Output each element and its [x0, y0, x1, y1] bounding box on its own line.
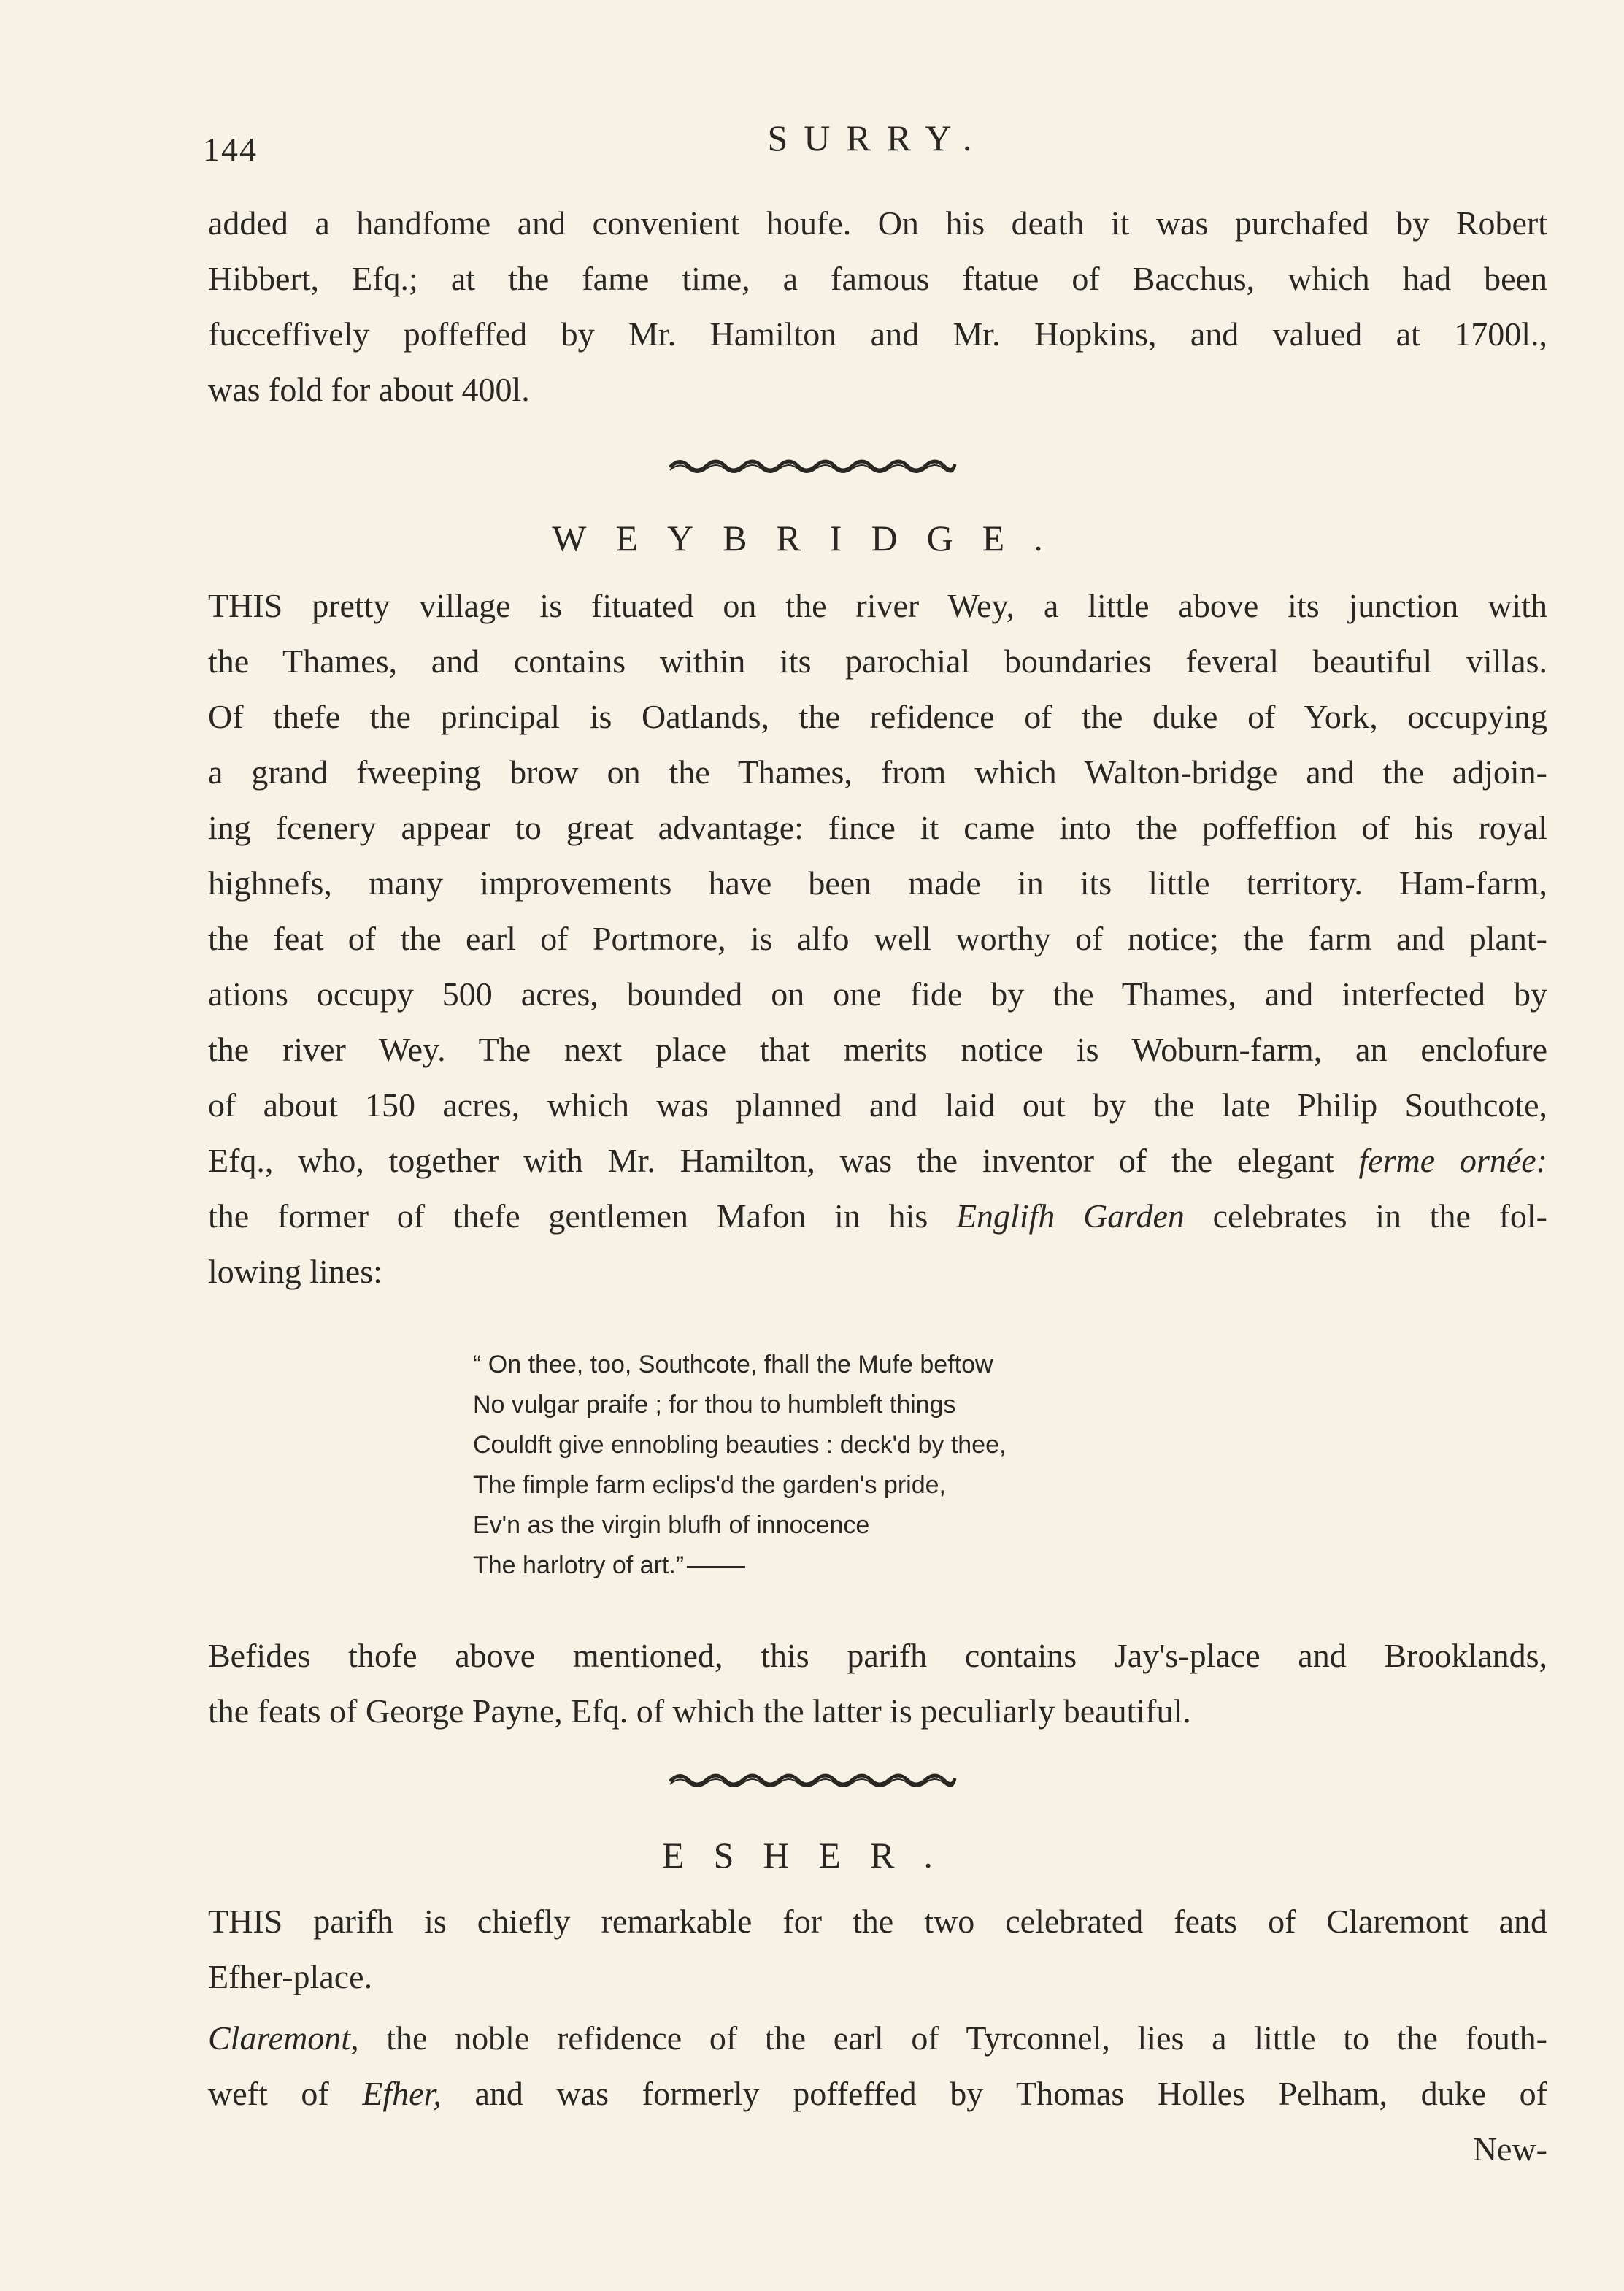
text-span: the former of thefe gentlemen Mafon in his	[208, 1197, 956, 1235]
verse-line: The fimple farm eclips'd the garden's pride,	[473, 1471, 946, 1499]
italic-term: ferme ornée:	[1358, 1142, 1547, 1179]
text-line: fucceffively poffeffed by Mr. Hamilton and Mr. Hopkins, and valued at 1700l.,	[208, 315, 1547, 353]
page-header	[0, 110, 1624, 168]
verse-line: “ On thee, too, Southcote, fhall the Mufe beftow	[473, 1351, 993, 1378]
text-line: ing fcenery appear to great advantage: fince it came into the poffeffion of his royal	[208, 809, 1547, 846]
catchword: New-	[1472, 2130, 1547, 2168]
weybridge-paragraph	[208, 578, 1547, 1300]
text-line: highnefs, many improvements have been made in its little territory. Ham-farm,	[208, 864, 1547, 902]
intro-paragraph	[208, 196, 1547, 418]
text-line: added a handfome and convenient houfe. On his death it was purchafed by Robert	[208, 204, 1547, 242]
text-line: lowing lines:	[208, 1253, 382, 1290]
text-span: and was formerly poffeffed by Thomas Holles Pelham, duke of	[441, 2075, 1547, 2112]
verse-line: Ev'n as the virgin blufh of innocence	[473, 1511, 870, 1539]
em-dash-rule	[687, 1566, 745, 1568]
text-line: the river Wey. The next place that merits notice is Woburn-farm, an enclofure	[208, 1031, 1547, 1068]
verse-text: The harlotry of art.”	[473, 1551, 685, 1579]
section-heading-esher: ESHER.	[662, 1835, 962, 1876]
text-line: Befides thofe above mentioned, this parifh contains Jay's-place and Brooklands,	[208, 1637, 1547, 1674]
text-line: the feat of the earl of Portmore, is alfo well worthy of notice; the farm and plant-	[208, 920, 1547, 957]
verse-line: Couldft give ennobling beauties : deck'd by thee,	[473, 1431, 1007, 1459]
text-line: THIS pretty village is fituated on the river Wey, a little above its junction with	[208, 587, 1547, 624]
text-line	[208, 2066, 1547, 2122]
text-line	[208, 1189, 1547, 1244]
verse-line	[473, 1546, 1203, 1586]
text-line	[208, 1133, 1547, 1189]
text-span: the noble refidence of the earl of Tyrconnel, lies a little to the fouth-	[358, 2019, 1547, 2057]
page-number: 144	[203, 131, 258, 168]
ornament-divider	[0, 451, 1624, 480]
esher-paragraph	[208, 1894, 1547, 2177]
ornament-divider	[0, 1765, 1624, 1795]
text-line: Hibbert, Efq.; at the fame time, a famous ftatue of Bacchus, which had been	[208, 260, 1547, 297]
text-line: THIS parifh is chiefly remarkable for the two celebrated feats of Claremont and	[208, 1903, 1547, 1940]
text-span: Efq., who, together with Mr. Hamilton, was the inventor of the elegant	[208, 1142, 1359, 1179]
verse-line: No vulgar praife ; for thou to humbleft things	[473, 1391, 956, 1419]
text-line	[208, 2011, 1547, 2066]
swash-ornament-icon	[666, 451, 958, 480]
text-line: Of thefe the principal is Oatlands, the refidence of the duke of York, occupying	[208, 698, 1547, 735]
running-title: SURRY.	[767, 118, 988, 158]
text-line: Efher-place.	[208, 1958, 373, 1995]
text-line: a grand fweeping brow on the Thames, from which Walton-bridge and the adjoin-	[208, 753, 1547, 791]
place-name: Claremont,	[208, 2019, 359, 2057]
text-line: the feats of George Payne, Efq. of which the latter is peculiarly beautiful.	[208, 1692, 1191, 1730]
book-title: Englifh Garden	[955, 1197, 1185, 1235]
text-span: celebrates in the fol-	[1184, 1197, 1547, 1235]
text-line: of about 150 acres, which was planned and laid out by the late Philip Southcote,	[208, 1086, 1547, 1124]
text-line: ations occupy 500 acres, bounded on one fide by the Thames, and interfected by	[208, 975, 1547, 1013]
swash-ornament-icon	[666, 1765, 958, 1795]
verse-quotation	[473, 1345, 1203, 1586]
section-heading-weybridge: WEYBRIDGE.	[552, 518, 1072, 559]
weybridge-continuation	[208, 1628, 1547, 1739]
text-span: weft of	[208, 2075, 363, 2112]
text-line: the Thames, and contains within its parochial boundaries feveral beautiful villas.	[208, 642, 1547, 680]
place-name: Efher,	[362, 2075, 442, 2112]
text-line: was fold for about 400l.	[208, 371, 530, 408]
